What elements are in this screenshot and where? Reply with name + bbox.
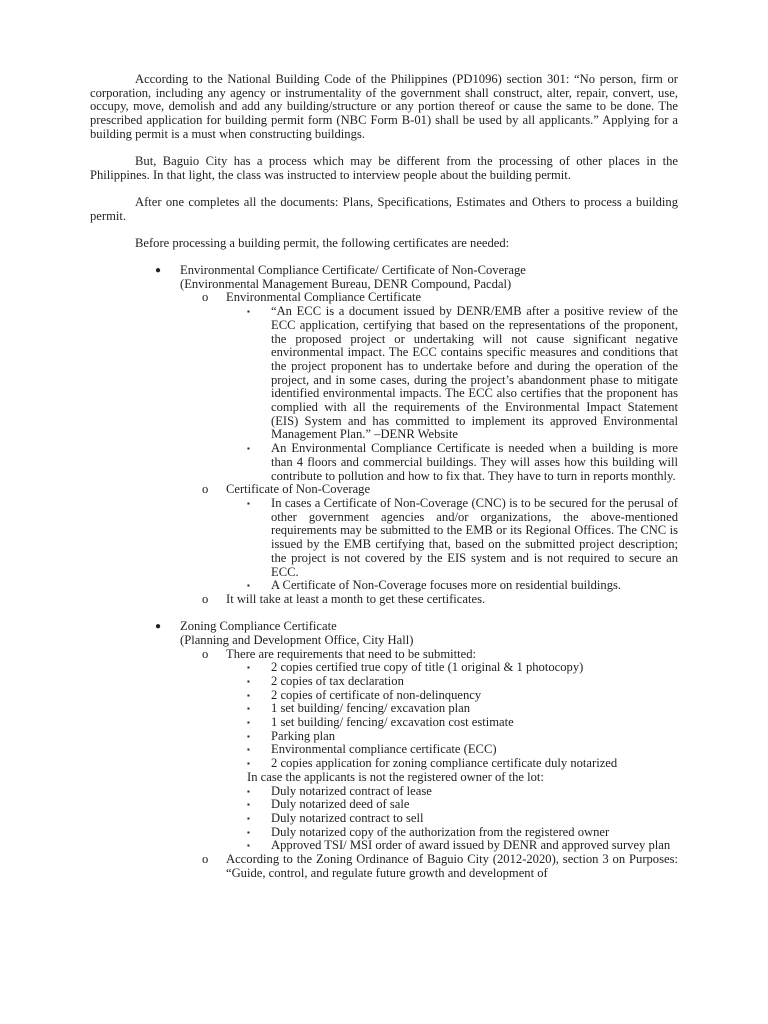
requirements-intro: There are requirements that need to be submitted: [226,646,477,661]
cnc-label: Certificate of Non-Coverage [226,482,371,497]
requirement-item [90,798,678,812]
zoning-section-item [90,620,678,647]
not-owner-intro: In case the applicants is not the registered owner of the lot: [247,769,544,784]
square-bullet-icon: ▪ [247,800,250,810]
ecc-section-item [90,264,678,291]
requirement-item [90,812,678,826]
timing-subitem [90,593,678,607]
requirement-item [90,743,678,757]
ecc-point [90,442,678,483]
spacer [90,607,678,621]
square-bullet-icon: ▪ [247,827,250,837]
document-page [90,73,678,880]
requirement-text: 1 set building/ fencing/ excavation cost estimate [271,715,514,730]
requirement-item [90,757,678,771]
ecc-point-text: An Environmental Compliance Certificate is needed when a building is more than 4 floors and commercial buildings. They will asses how this building will contribute to pollution and how to fix that. They have to turn in reports monthly. [271,441,678,483]
requirements-subitem [90,648,678,662]
square-bullet-icon: ▪ [247,704,250,714]
timing-text: It will take at least a month to get these certificates. [226,591,486,606]
square-bullet-icon: ▪ [247,690,250,700]
ecc-label: Environmental Compliance Certificate [226,290,422,305]
requirement-text: Duly notarized copy of the authorization from the registered owner [271,824,610,839]
paragraph-baguio: But, Baguio City has a process which may be different from the processing of other places in the Philippines. In that light, the class was instructed to interview people about the building permit. [90,154,678,182]
requirement-text: 2 copies application for zoning compliance certificate duly notarized [271,756,618,771]
square-bullet-icon: ▪ [247,759,250,769]
circle-bullet-icon: o [202,482,209,497]
circle-bullet-icon: o [202,852,209,867]
square-bullet-icon: ▪ [247,841,250,851]
paragraph-certificates-needed: Before processing a building permit, the following certificates are needed: [135,235,510,250]
square-bullet-icon: ▪ [247,676,250,686]
requirement-item [90,661,678,675]
zoning-section-title: Zoning Compliance Certificate [180,619,337,634]
paragraph-intro: According to the National Building Code of the Philippines (PD1096) section 301: “No person, firm or corporation, including any agency or instrumentality of the government shall construct, alter, repair, convert, use, occupy, move, demolish and add any building/structure or any portion thereof or cause the same to be done. The prescribed application for building permit form (NBC Form B-01) shall be used by all applicants.” Applying for a building permit is a must when constructing buildings. [90,72,678,141]
ordinance-text: According to the Zoning Ordinance of Baguio City (2012-2020), section 3 on Purposes: “Guide, control, and regulate future growth and development of [226,852,678,880]
square-bullet-icon: ▪ [247,444,250,454]
requirements-list [90,661,678,771]
paragraph-documents: After one completes all the documents: Plans, Specifications, Estimates and Others to process a building permit. [90,194,678,223]
square-bullet-icon: ▪ [247,731,250,741]
requirement-item [90,702,678,716]
requirement-item [90,689,678,703]
requirement-text: Duly notarized contract of lease [271,783,432,798]
cnc-point [90,579,678,593]
ecc-section-office: (Environmental Management Bureau, DENR Compound, Pacdal) [180,276,512,291]
requirement-text: 2 copies certified true copy of title (1 original & 1 photocopy) [271,660,584,675]
ecc-section-title: Environmental Compliance Certificate/ Certificate of Non-Coverage [180,263,526,278]
requirement-text: 2 copies of certificate of non-delinquency [271,687,482,702]
requirement-item [90,675,678,689]
requirement-item [90,785,678,799]
not-owner-requirements-list [90,785,678,854]
requirement-text: Environmental compliance certificate (ECC) [271,742,497,757]
requirement-text: Approved TSI/ MSI order of award issued by DENR and approved survey plan [271,838,671,853]
square-bullet-icon: ▪ [247,581,250,591]
circle-bullet-icon: o [202,646,209,661]
square-bullet-icon: ▪ [247,745,250,755]
ecc-point [90,305,678,442]
requirement-item [90,826,678,840]
ecc-subitem [90,291,678,305]
square-bullet-icon: ▪ [247,813,250,823]
cnc-point-text: A Certificate of Non-Coverage focuses more on residential buildings. [271,578,622,593]
requirement-item [90,716,678,730]
ordinance-subitem [90,853,678,880]
circle-bullet-icon: o [202,290,209,305]
requirement-item [90,839,678,853]
requirement-text: Duly notarized deed of sale [271,797,410,812]
cnc-point [90,497,678,579]
square-bullet-icon: ▪ [247,307,250,317]
bullet-icon: ● [155,265,162,277]
ecc-point-text: “An ECC is a document issued by DENR/EMB after a positive review of the ECC application, certifying that based on the representations of the proponent, the proposed project or undertaking will not cause significant negative environmental impact. The ECC contains specific measures and conditions that the project proponent has to undertake before and during the operation of the project, and in some cases, during the project’s abandonment phase to mitigate identified environmental impacts. The ECC also certifies that the proponent has complied with all the requirements of the Environmental Impact Statement (EIS) System and has committed to implement its approved Environmental Management Plan.” –DENR Website [271,304,678,442]
requirement-text: 1 set building/ fencing/ excavation plan [271,701,470,716]
requirement-text: Parking plan [271,728,336,743]
square-bullet-icon: ▪ [247,663,250,673]
square-bullet-icon: ▪ [247,718,250,728]
requirement-text: 2 copies of tax declaration [271,673,404,688]
zoning-section-office: (Planning and Development Office, City Hall) [180,632,414,647]
square-bullet-icon: ▪ [247,498,250,508]
square-bullet-icon: ▪ [247,786,250,796]
circle-bullet-icon: o [202,591,209,606]
cnc-subitem [90,483,678,497]
cnc-point-text: In cases a Certificate of Non-Coverage (CNC) is to be secured for the perusal of other government agencies and/or organizations, the above-mentioned requirements may be submitted to the EMB or its Regional Offices. The CNC is issued by the EMB certifying that, based on the submitted project description; the project is not covered by the EIS system and is not required to secure an ECC. [271,495,678,579]
bullet-icon: ● [155,621,162,633]
requirement-item [90,730,678,744]
requirement-text: Duly notarized contract to sell [271,810,424,825]
